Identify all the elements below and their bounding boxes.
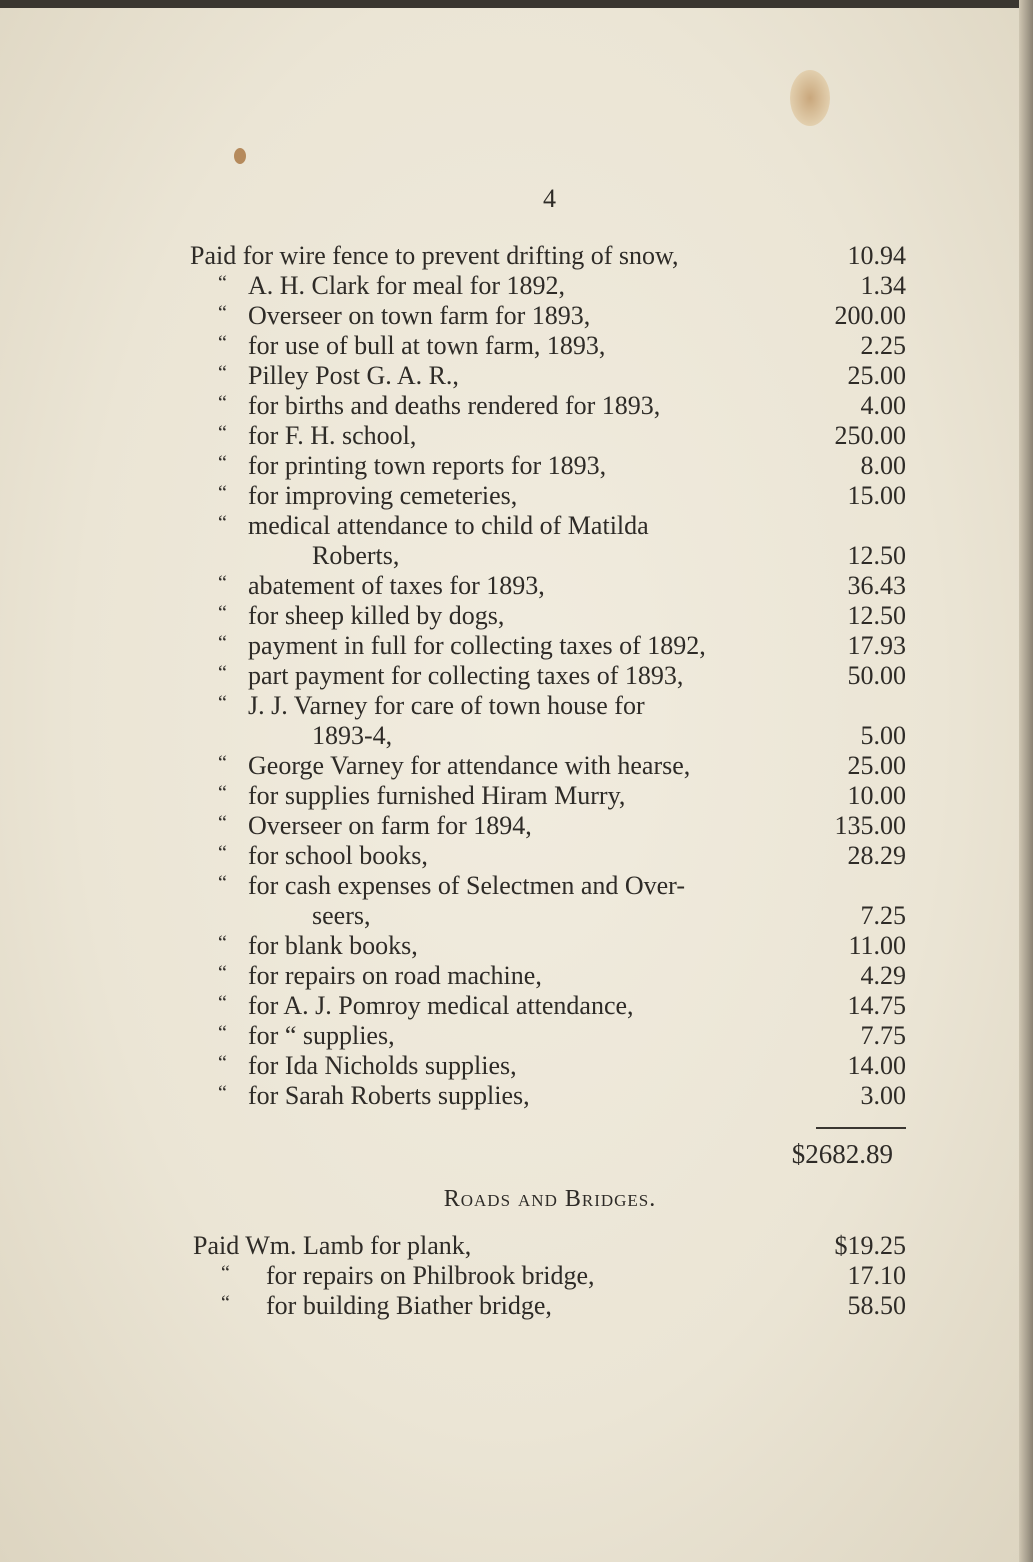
entry-description: Pilley Post G. A. R., xyxy=(248,361,459,390)
ditto-mark: “ xyxy=(218,662,227,684)
entry-amount: 12.50 xyxy=(847,601,906,630)
ditto-mark: “ xyxy=(218,842,227,864)
entry-row xyxy=(190,511,906,541)
entry-amount: 11.00 xyxy=(848,931,906,960)
entry-description: for school books, xyxy=(248,841,428,870)
entry-description: part payment for collecting taxes of 1893, xyxy=(248,661,684,690)
ditto-mark: “ xyxy=(218,482,227,504)
entry-row xyxy=(190,901,906,931)
entry-description: 1893-4, xyxy=(312,721,393,750)
entry-amount: 25.00 xyxy=(847,751,906,780)
entry-row xyxy=(190,601,906,631)
ditto-mark: “ xyxy=(221,1292,230,1314)
entry-row xyxy=(190,331,906,361)
page-number: 4 xyxy=(543,184,556,213)
entry-amount: 8.00 xyxy=(860,451,906,480)
entry-row xyxy=(190,661,906,691)
ditto-mark: “ xyxy=(218,602,227,624)
ditto-mark: “ xyxy=(218,932,227,954)
expense-list xyxy=(190,241,906,1111)
entry-description: for sheep killed by dogs, xyxy=(248,601,505,630)
entry-description: abatement of taxes for 1893, xyxy=(248,571,545,600)
page-edge xyxy=(1019,0,1033,1562)
ditto-mark: “ xyxy=(218,962,227,984)
entry-description: George Varney for attendance with hearse, xyxy=(248,751,691,780)
entry-description: for repairs on Philbrook bridge, xyxy=(266,1261,595,1290)
entry-amount: 14.75 xyxy=(847,991,906,1020)
entry-description: for supplies furnished Hiram Murry, xyxy=(248,781,626,810)
stain-mark xyxy=(234,148,246,164)
ditto-mark: “ xyxy=(218,632,227,654)
entry-description: J. J. Varney for care of town house for xyxy=(248,691,645,720)
entry-row xyxy=(193,1291,906,1321)
entry-amount: 17.10 xyxy=(847,1261,906,1290)
ditto-mark: “ xyxy=(218,752,227,774)
entry-description: for “ supplies, xyxy=(248,1021,395,1050)
entry-description: for blank books, xyxy=(248,931,418,960)
entry-row xyxy=(190,871,906,901)
entry-row xyxy=(190,481,906,511)
entry-description: A. H. Clark for meal for 1892, xyxy=(248,271,565,300)
entry-description: for F. H. school, xyxy=(248,421,417,450)
entry-description: Roberts, xyxy=(312,541,400,570)
entry-amount: 14.00 xyxy=(847,1051,906,1080)
entry-amount: 10.94 xyxy=(847,241,906,270)
entry-row xyxy=(190,781,906,811)
entry-row xyxy=(190,301,906,331)
entry-amount: $19.25 xyxy=(834,1231,906,1260)
entry-description: Paid for wire fence to prevent drifting of snow, xyxy=(190,241,679,270)
ditto-mark: “ xyxy=(218,422,227,444)
entry-description: payment in full for collecting taxes of 1892, xyxy=(248,631,706,660)
entry-row xyxy=(190,961,906,991)
entry-row xyxy=(190,811,906,841)
entry-row xyxy=(190,1081,906,1111)
document-page xyxy=(0,8,1020,1562)
ditto-mark: “ xyxy=(218,1052,227,1074)
entry-row xyxy=(190,631,906,661)
section-heading: Roads and Bridges. xyxy=(443,1186,657,1212)
entry-description: for use of bull at town farm, 1893, xyxy=(248,331,606,360)
ditto-mark: “ xyxy=(218,272,227,294)
entry-description: Overseer on town farm for 1893, xyxy=(248,301,591,330)
entry-description: Overseer on farm for 1894, xyxy=(248,811,532,840)
entry-row xyxy=(190,841,906,871)
entry-amount: 12.50 xyxy=(847,541,906,570)
ditto-mark: “ xyxy=(218,872,227,894)
entry-description: for Ida Nicholds supplies, xyxy=(248,1051,517,1080)
ditto-mark: “ xyxy=(218,392,227,414)
entry-description: for A. J. Pomroy medical attendance, xyxy=(248,991,634,1020)
entry-row xyxy=(190,751,906,781)
entry-row xyxy=(190,1021,906,1051)
entry-description: Paid Wm. Lamb for plank, xyxy=(193,1231,472,1260)
ditto-mark: “ xyxy=(218,302,227,324)
entry-description: for building Biather bridge, xyxy=(266,1291,552,1320)
entry-amount: 10.00 xyxy=(847,781,906,810)
entry-row xyxy=(190,421,906,451)
entry-amount: 17.93 xyxy=(847,631,906,660)
entry-row xyxy=(190,541,906,571)
entry-amount: 58.50 xyxy=(847,1291,906,1320)
entry-row xyxy=(190,391,906,421)
entry-row xyxy=(190,361,906,391)
ditto-mark: “ xyxy=(218,1082,227,1104)
entry-row xyxy=(190,271,906,301)
entry-description: for Sarah Roberts supplies, xyxy=(248,1081,530,1110)
entry-description: for printing town reports for 1893, xyxy=(248,451,607,480)
entry-description: for improving cemeteries, xyxy=(248,481,518,510)
entry-row xyxy=(190,1051,906,1081)
entry-amount: 200.00 xyxy=(834,301,906,330)
ditto-mark: “ xyxy=(221,1262,230,1284)
entry-description: medical attendance to child of Matilda xyxy=(248,511,649,540)
entry-amount: 3.00 xyxy=(860,1081,906,1110)
entry-amount: 7.75 xyxy=(860,1021,906,1050)
ditto-mark: “ xyxy=(218,452,227,474)
entry-row xyxy=(193,1261,906,1291)
entry-amount: 1.34 xyxy=(860,271,906,300)
entry-amount: 25.00 xyxy=(847,361,906,390)
entry-row xyxy=(190,571,906,601)
entry-amount: 28.29 xyxy=(847,841,906,870)
entry-amount: 36.43 xyxy=(847,571,906,600)
ditto-mark: “ xyxy=(218,332,227,354)
entry-amount: 5.00 xyxy=(860,721,906,750)
total-rule xyxy=(816,1127,906,1129)
stain-mark xyxy=(790,70,830,126)
entry-amount: 7.25 xyxy=(860,901,906,930)
entry-description: seers, xyxy=(312,901,371,930)
ditto-mark: “ xyxy=(218,572,227,594)
entry-row xyxy=(190,721,906,751)
entry-amount: 4.29 xyxy=(860,961,906,990)
ditto-mark: “ xyxy=(218,812,227,834)
entry-amount: 135.00 xyxy=(834,811,906,840)
roads-list xyxy=(193,1231,906,1321)
entry-description: for births and deaths rendered for 1893, xyxy=(248,391,661,420)
ditto-mark: “ xyxy=(218,1022,227,1044)
entry-amount: 50.00 xyxy=(847,661,906,690)
entry-amount: 2.25 xyxy=(860,331,906,360)
expense-total: $2682.89 xyxy=(791,1139,893,1169)
entry-amount: 250.00 xyxy=(834,421,906,450)
ditto-mark: “ xyxy=(218,692,227,714)
entry-row xyxy=(193,1231,906,1261)
entry-row xyxy=(190,451,906,481)
entry-row xyxy=(190,691,906,721)
ditto-mark: “ xyxy=(218,512,227,534)
entry-row xyxy=(190,241,906,271)
entry-description: for repairs on road machine, xyxy=(248,961,542,990)
entry-row xyxy=(190,991,906,1021)
ditto-mark: “ xyxy=(218,362,227,384)
entry-description: for cash expenses of Selectmen and Over- xyxy=(248,871,685,900)
ditto-mark: “ xyxy=(218,992,227,1014)
entry-amount: 4.00 xyxy=(860,391,906,420)
entry-row xyxy=(190,931,906,961)
entry-amount: 15.00 xyxy=(847,481,906,510)
ditto-mark: “ xyxy=(218,782,227,804)
